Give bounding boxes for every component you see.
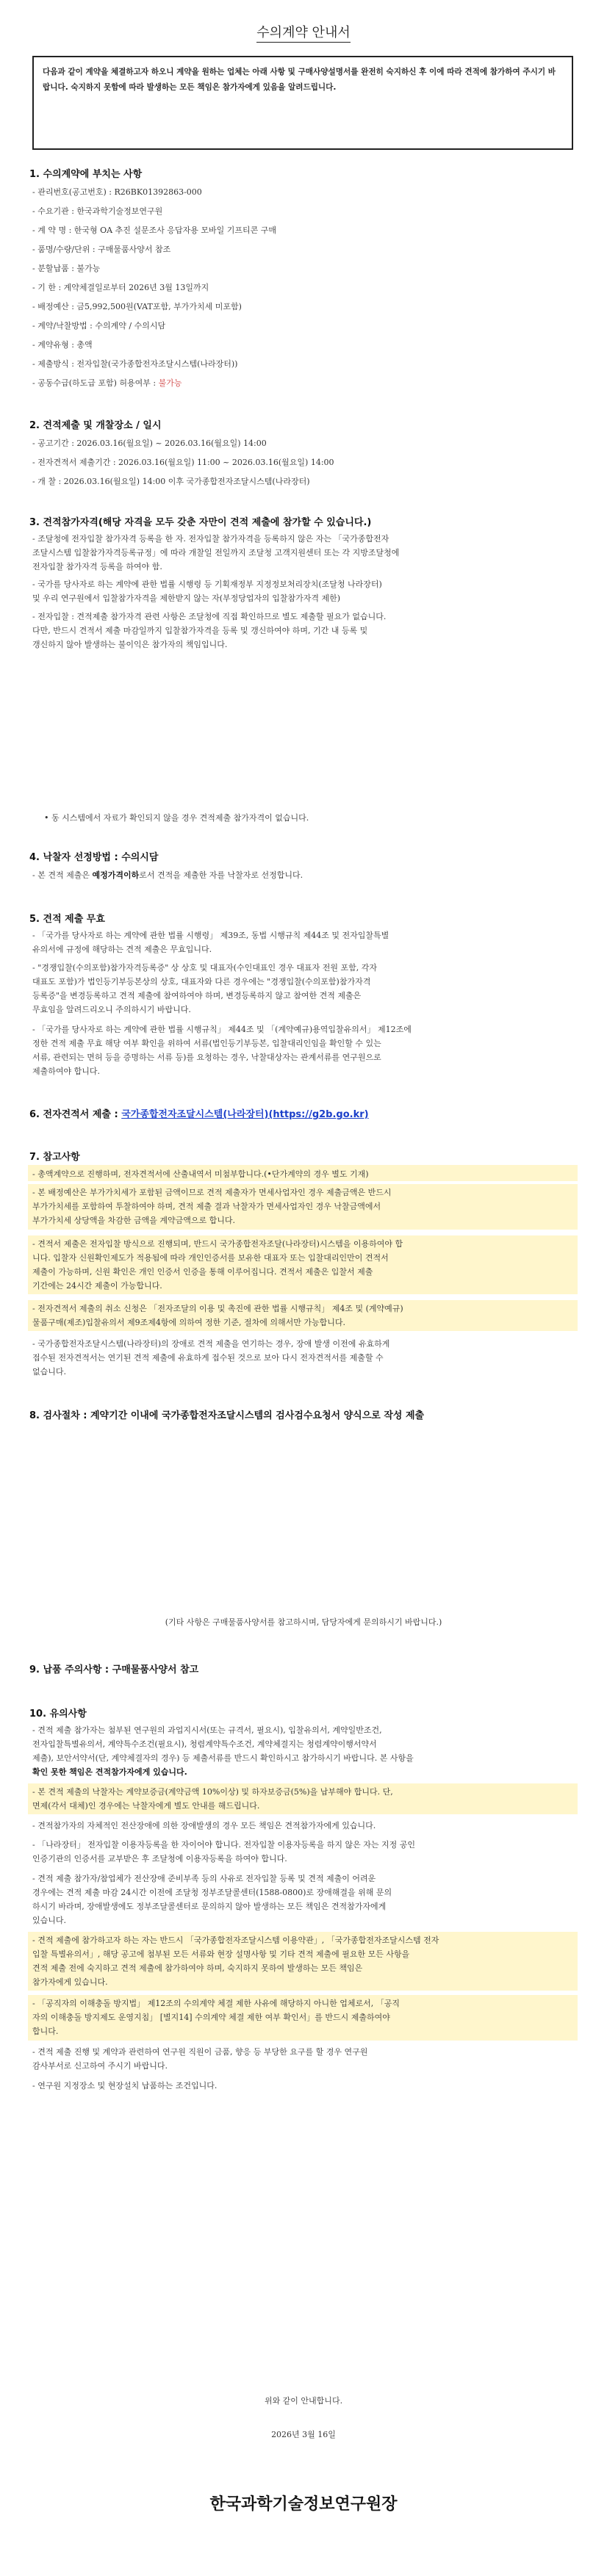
- s10-para: - 견적참가자의 자체적인 전산장애에 의한 장애발생의 경우 모든 책임은 견적참가자에게 있습니다.: [32, 1821, 376, 1830]
- s5-para: 유의서에 규정에 해당하는 견적 제출은 무효입니다.: [32, 945, 212, 954]
- section-7-heading: 7. 참고사항: [29, 1152, 80, 1163]
- s3-para: 및 우리 연구원에서 입찰참가자격을 제한받지 않는 자(부정당업자의 입찰참가자격 제한): [32, 594, 341, 603]
- s7-para: - 국가종합전자조달시스템(나라장터)의 장애로 견적 제출을 연기하는 경우, 장애 발생 이전에 유효하게: [32, 1339, 390, 1349]
- s2-item: - 공고기간 : 2026.03.16(월요일) ~ 2026.03.16(월요일) 14:00: [32, 439, 267, 448]
- coop-value: 불가능: [158, 378, 182, 388]
- s5-para: 서류, 관련되는 면허 등을 증명하는 서류 등)를 요청하는 경우, 낙찰대상자는 관계서류를 연구원으로: [32, 1053, 381, 1062]
- s7-para: 제출이 가능하며, 신원 확인은 개인 인증서 인증을 통해 이루어집니다. 견적서 제출은 입찰서 제출: [32, 1267, 373, 1277]
- section-2-heading: 2. 견적제출 및 개찰장소 / 일시: [29, 420, 162, 431]
- s3-para: 전자입찰 참가자격 등록을 하여야 함.: [32, 562, 162, 571]
- notice-box: 다음과 같이 계약을 체결하고자 하오니 계약을 원하는 업체는 아래 사항 및 구매사양설명서를 완전히 숙지하신 후 이에 따라 견적에 참가하여 주시기 바랍니다. 숙지하지 못함에 따라 발생하는 모든 책임은 참가자에게 있음을 알려드립니다.: [32, 56, 573, 150]
- section-5-heading: 5. 견적 제출 무효: [29, 914, 105, 925]
- s5-para: 제출하여야 합니다.: [32, 1067, 101, 1076]
- s7-para: 니다. 입찰자 신원확인제도가 적용됨에 따라 개인인증서를 보유한 대표자 또는 입찰대리인만이 견적서: [32, 1253, 389, 1263]
- s10-para: 자의 이해충돌 방지제도 운영지침」 [별지14] 수의계약 체결 제한 여부 확인서」를 반드시 제출하여야: [32, 2013, 390, 2022]
- s1-item: - 기 한 : 계약체결일로부터 2026년 3월 13일까지: [32, 283, 209, 292]
- s3-bullet: • 동 시스템에서 자료가 확인되지 않을 경우 견적제출 참가자격이 없습니다.: [44, 813, 309, 823]
- s3-para: 갱신하지 않아 발생하는 불이익은 참가자의 책임입니다.: [32, 640, 228, 649]
- s5-para: - 「국가를 당사자로 하는 계약에 관한 법률 시행규칙」 제44조 및 「(계약예규)용역입찰유의서」 제12조에: [32, 1025, 412, 1034]
- s1-item: - 배정예산 : 금5,992,500원(VAT포함, 부가가치세 미포함): [32, 302, 242, 311]
- s10-para: 합니다.: [32, 2027, 59, 2036]
- closing-text: 위와 같이 안내합니다.: [264, 2396, 343, 2406]
- s1-item: - 계약/낙찰방법 : 수의계약 / 수의시담: [32, 321, 166, 331]
- misc-note: (기타 사항은 구매물품사양서를 참고하시며, 담당자에게 문의하시기 바랍니다.): [165, 1617, 442, 1627]
- s10-para: 하시기 바라며, 장애발생에도 정부조달콜센터로 문의하지 않아 발생하는 모든 책임은 견적참가자에게: [32, 1902, 387, 1911]
- s1-item: - 계약유형 : 총액: [32, 340, 93, 350]
- s5-para: 대표도 포함)가 법인등기부등본상의 상호, 대표자와 다른 경우에는 "경쟁입찰(수의포함)참가자격: [32, 977, 371, 986]
- section-8-heading: 8. 검사절차 : 계약기간 이내에 국가종합전자조달시스템의 검사검수요청서 양식으로 작성 제출: [29, 1410, 425, 1421]
- s10-para: 감사부서로 신고하여 주시기 바랍니다.: [32, 2061, 168, 2071]
- s10-para: - 「공직자의 이해충돌 방지법」 제12조의 수의계약 체결 제한 사유에 해당하지 아니한 업체로서, 「공직: [32, 1999, 400, 2008]
- s10-para: 입찰 특별유의서」, 해당 공고에 첨부된 모든 서류와 현장 설명사항 및 기타 견적 제출에 필요한 모든 사항을: [32, 1949, 410, 1959]
- issuer-name: 한국과학기술정보연구원장: [209, 2495, 398, 2514]
- s5-para: - 「국가를 당사자로 하는 계약에 관한 법률 시행령」 제39조, 동법 시행규칙 제44조 및 전자입찰특별: [32, 931, 389, 940]
- s1-item: - 분할납품 : 불가능: [32, 264, 101, 273]
- s7-para: 기간에는 24시간 제출이 가능합니다.: [32, 1281, 162, 1291]
- s7-para: 부가가치세 상당액을 차감한 금액을 계약금액으로 합니다.: [32, 1216, 236, 1225]
- s10-para: 견적 제출 전에 숙지하고 견적 제출에 참가하여야 하며, 숙지하지 못하여 발생하는 모든 책임은: [32, 1963, 363, 1973]
- s4-text: - 본 견적 제출은 예정가격이하로서 견적을 제출한 자를 낙찰자로 선정합니다.: [32, 870, 304, 880]
- s1-coop: - 공동수급(하도급 포함) 허용여부 : 불가능: [32, 378, 182, 388]
- s3-para: - 전자입찰 : 견적제출 참가자격 관련 사항은 조달청에 직접 확인하므로 별도 제출할 필요가 없습니다.: [32, 612, 387, 621]
- s3-para: - 국가를 당사자로 하는 계약에 관한 법률 시행령 등 기획재정부 지정정보처리장치(조달청 나라장터): [32, 580, 382, 589]
- s7-para: 부가가치세를 포함하여 투찰하여야 하며, 견적 제출 결과 낙찰자가 면세사업자인 경우 낙찰금액에서: [32, 1202, 381, 1211]
- s7-para: - 견적서 제출은 전자입찰 방식으로 진행되며, 반드시 국가종합전자조달(나라장터)시스템을 이용하여야 합: [32, 1239, 403, 1249]
- s10-para: 경우에는 견적 제출 마감 24시간 이전에 조달청 정부조달콜센터(1588-0800)로 장애해결을 위해 문의: [32, 1888, 392, 1897]
- s1-item: - 계 약 명 : 한국형 OA 추진 설문조사 응답자용 모바일 기프티콘 구매: [32, 226, 276, 235]
- s10-para: - 견적 제출 진행 및 계약과 관련하여 연구원 직원이 금품, 향응 등 부당한 요구를 할 경우 연구원: [32, 2047, 368, 2057]
- section-6-heading: 6. 전자견적서 제출 : 국가종합전자조달시스템(나라장터)(https://g2b.go.kr): [29, 1109, 369, 1120]
- s7-para: 물품구매(제조)입찰유의서 제9조제4항에 의하여 정한 기준, 절차에 의해서만 가능합니다.: [32, 1318, 345, 1327]
- s2-item: - 개 찰 : 2026.03.16(월요일) 14:00 이후 국가종합전자조달시스템(나라장터): [32, 477, 310, 486]
- g2b-link[interactable]: 국가종합전자조달시스템(나라장터)(https://g2b.go.kr): [121, 1109, 369, 1120]
- s10-para: - 「나라장터」 전자입찰 이용자등록을 한 자이어야 합니다. 전자입찰 이용자등록을 하지 않은 자는 지정 공인: [32, 1840, 415, 1850]
- s5-para: 등록증"을 변경등록하고 견적 제출에 참여하여야 하며, 변경등록하지 않고 참여한 견적 제출은: [32, 991, 362, 1000]
- section-1-heading: 1. 수의계약에 부치는 사항: [29, 169, 143, 180]
- s7-para: - 총액계약으로 진행하며, 전자견적서에 산출내역서 미첨부합니다.(•단가계약의 경우 별도 기재): [32, 1169, 369, 1179]
- s10-para: 있습니다.: [32, 1916, 67, 1925]
- s7-para: - 전자견적서 제출의 취소 신청은 「전자조달의 이용 및 촉진에 관한 법률 시행규칙」 제4조 및 (계약예규): [32, 1304, 403, 1313]
- s5-para: 무효임을 알려드리오니 주의하시기 바랍니다.: [32, 1005, 191, 1014]
- s10-para: 면제(각서 대체)인 경우에는 낙찰자에게 별도 안내를 해드립니다.: [32, 1801, 260, 1811]
- s2-item: - 전자견적서 제출기간 : 2026.03.16(월요일) 11:00 ~ 2026.03.16(월요일) 14:00: [32, 458, 334, 467]
- s3-para: - 조달청에 전자입찰 참가자격 등록을 한 자. 전자입찰 참가자격을 등록하지 않은 자는 「국가종합전자: [32, 534, 389, 544]
- s1-item: - 제출방식 : 전자입찰(국가종합전자조달시스템(나라장터)): [32, 359, 238, 369]
- section-9-heading: 9. 납품 주의사항 : 구매물품사양서 참고: [29, 1664, 199, 1675]
- s10-para: - 본 견적 제출의 낙찰자는 계약보증금(계약금액 10%이상) 및 하자보증금(5%)을 납부해야 합니다. 단,: [32, 1787, 393, 1797]
- s7-para: - 본 배정예산은 부가가치세가 포함된 금액이므로 견적 제출자가 면세사업자인 경우 제출금액은 반드시: [32, 1188, 392, 1197]
- s10-para: 참가자에게 있습니다.: [32, 1977, 108, 1987]
- s7-para: 접수된 전자견적서는 연기된 견적 제출에 유효하게 접수된 것으로 보아 다시 전자견적서를 제출할 수: [32, 1353, 384, 1363]
- section-3-heading: 3. 견적참가자격(해당 자격을 모두 갖춘 자만이 견적 제출에 참가할 수 있습니다.): [29, 517, 372, 528]
- s10-para: - 연구원 지정장소 및 현장설치 납품하는 조건입니다.: [32, 2081, 218, 2090]
- s5-para: - "경쟁입찰(수의포함)참가자격등록증" 상 상호 및 대표자(수인대표인 경우 대표자 전원 포함, 각자: [32, 963, 377, 973]
- s3-para: 조달시스템 입찰참가자격등록규정」에 따라 개찰일 전일까지 조달청 고객지원센터 또는 각 지방조달청에: [32, 548, 400, 558]
- s5-para: 정한 견적 제출 무효 해당 여부 확인을 위하여 서류(법인등기부등본, 입찰대리인임을 확인할 수 있는: [32, 1039, 381, 1048]
- s1-item: - 수요기관 : 한국과학기술정보연구원: [32, 206, 163, 216]
- s10-para: - 견적 제출 참가자는 첨부된 연구원의 과업지시서(또는 규격서, 필요시), 입찰유의서, 계약일반조건,: [32, 1725, 382, 1735]
- document-title: 수의계약 안내서: [0, 22, 607, 41]
- s10-para: 전자입찰특별유의서, 계약특수조건(필요시), 청렴계약특수조건, 계약체결지는 청렴계약이행서약서: [32, 1739, 377, 1749]
- s10-para: 확인 못한 책임은 견적참가자에게 있습니다.: [32, 1767, 187, 1777]
- s10-para: 제출), 보안서약서(단, 계약체결자의 경우) 등 제출서류를 반드시 확인하시고 참가하시기 바랍니다. 본 사항을: [32, 1753, 414, 1763]
- section-4-heading: 4. 낙찰자 선정방법 : 수의시담: [29, 852, 159, 863]
- s10-para: - 견적 제출 참가자/참업체가 전산장애 준비부족 등의 사유로 전자입찰 등록 및 견적 제출이 어려운: [32, 1874, 376, 1883]
- s10-para: 인증기관의 인증서를 교부받은 후 조달청에 이용자등록을 하여야 합니다.: [32, 1854, 287, 1864]
- section-10-heading: 10. 유의사항: [29, 1709, 87, 1720]
- s10-para: - 견적 제출에 참가하고자 하는 자는 반드시 「국가종합전자조달시스템 이용약관」, 「국가종합전자조달시스템 전자: [32, 1935, 439, 1945]
- s3-para: 다만, 반드시 견적서 제출 마감일까지 입찰참가자격을 등록 및 갱신하여야 하며, 기간 내 등록 및: [32, 626, 368, 635]
- s1-item: - 품명/수량/단위 : 구매물품사양서 참조: [32, 245, 171, 254]
- document-date: 2026년 3월 16일: [271, 2430, 336, 2439]
- s1-item: - 관리번호(공고번호) : R26BK01392863-000: [32, 187, 202, 197]
- s7-para: 없습니다.: [32, 1367, 67, 1377]
